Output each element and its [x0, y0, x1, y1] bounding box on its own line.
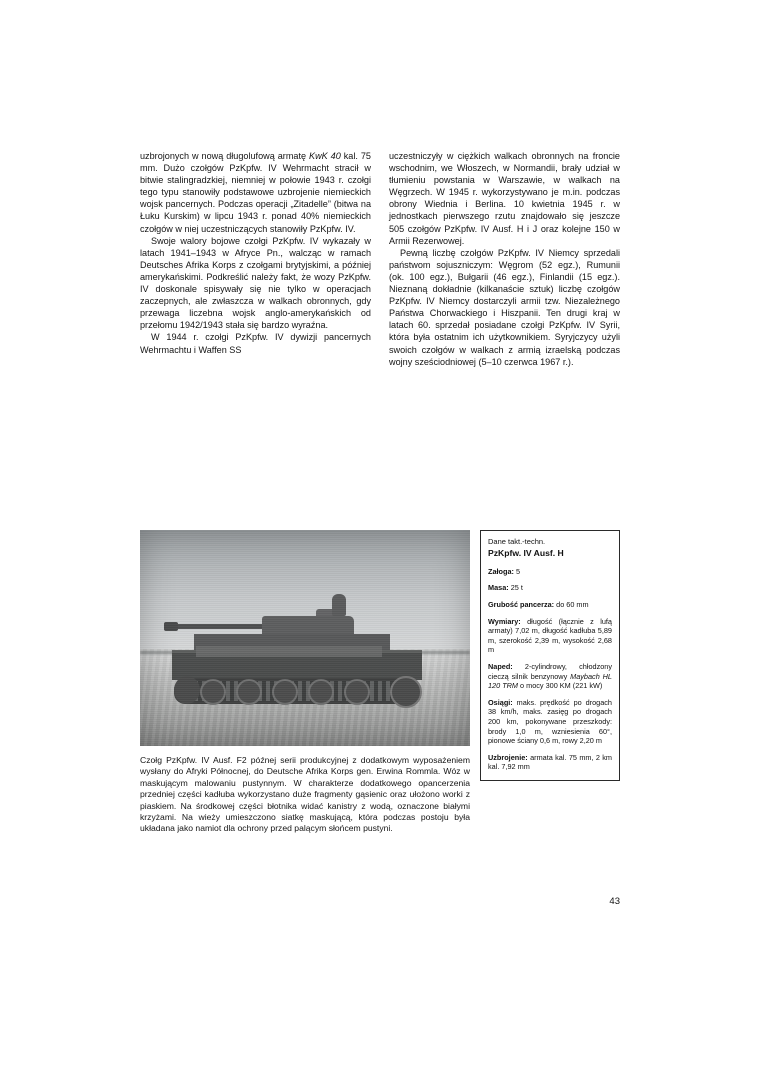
column-left: [140, 150, 371, 368]
tech-data-label: Uzbrojenie:: [488, 752, 528, 762]
tank-silhouette: [166, 616, 434, 720]
tech-data-title: Dane takt.-techn.: [488, 537, 546, 546]
photo-wrapper: [140, 530, 470, 835]
paragraph: Pewną liczbę czołgów PzKpfw. IV Niemcy sprzedali państwom sojuszniczym: Węgrom (52 egz.), Rumunii (ok. 100 egz.), Bułgarii (46 egz.), Finlandii (15 egz.). Nieznaną dokładnie (kilkanaście sztuk) liczbę czołgów PzKpfw. IV Niemcy dostarczyli armii tzw. Niezależnego Państwa Chorwackiego i Hiszpanii. Ten drugi kraj w latach 60. sprzedał posiadane czołgi PzKpfw. IV Syrii, która była ostatnim ich użytkownikiem. Syryjczycy użyli swoich czołgów w walkach z armią izraelską podczas wojny sześciodniowej (5–10 czerwca 1967 r.).: [389, 247, 620, 367]
tech-data-value: 2-cylindrowy, chłodzony cieczą silnik benzynowy Maybach HL 120 TRM o mocy 300 KM (221 kW): [488, 661, 612, 691]
tech-data-label: Grubość pancerza:: [488, 599, 555, 609]
tech-data-box: [480, 530, 620, 781]
paragraph: Swoje walory bojowe czołgi PzKpfw. IV wykazały w latach 1941–1943 w Afryce Pn., walcząc w ramach Deutsches Afrika Korps z czołgami brytyjskimi, a później amerykańskimi. Podkreślić należy fakt, że wozy PzKpfw. IV doskonale spisywały się nie tylko w operacjach zaczepnych, ale zwłaszcza w walkach obronnych, gdy przewaga liczebna wojsk anglo-amerykańskich od przełomu 1942/1943 stała się bardzo wyraźna.: [140, 235, 371, 331]
tech-data-row: [488, 698, 612, 746]
paragraph: uzbrojonych w nową długolufową armatę KwK 40 kal. 75 mm. Dużo czołgów PzKpfw. IV Wehrmacht stracił w bitwie stalingradzkiej, niemniej w połowie 1943 r. czołgi tego typu stanowiły podstawowe uzbrojenie niemieckich wojsk pancernych. Podczas operacji „Zitadelle” (bitwa na Łuku Kurskim) w lipcu 1943 r. ponad 40% niemieckich czołgów w niej uczestniczących stanowiły PzKpfw. IV.: [140, 151, 371, 234]
tech-data-label: Załoga:: [488, 566, 514, 576]
tech-data-value: 25 t: [508, 583, 523, 593]
tech-data-row: [488, 662, 612, 691]
tech-data-rows: [488, 567, 612, 772]
tech-data-value: długość (łącznie z lufą armaty) 7,02 m, długość kadłuba 5,89 m, szerokość 2,39 m, wysokość 2,68 m: [488, 616, 612, 655]
tech-data-row: [488, 600, 612, 610]
tech-data-value: do 60 mm: [554, 599, 589, 609]
tech-data-row: [488, 753, 612, 772]
tech-data-value: maks. prędkość po drogach 38 km/h, maks. zasięg po drogach 200 km, pokonywane przeszkody: brody 1,0 m, wzniesienia 60°, pionowe ściany 0,6 m, rowy 2,20 m: [488, 697, 612, 746]
text-columns: [140, 150, 620, 368]
tech-data-row: [488, 617, 612, 655]
tech-data-model: PzKpfw. IV Ausf. H: [488, 547, 564, 558]
page-number: 43: [609, 896, 620, 907]
tank-photo: [140, 530, 470, 746]
article-body: [140, 150, 620, 368]
road-wheel: [200, 679, 226, 705]
road-wheel: [308, 679, 334, 705]
tech-data-label: Wymiary:: [488, 616, 521, 626]
crew-figure: [332, 594, 346, 616]
paragraph: W 1944 r. czołgi PzKpfw. IV dywizji pancernych Wehrmachtu i Waffen SS: [140, 332, 371, 355]
tech-data-row: [488, 567, 612, 577]
paragraph: uczestniczyły w ciężkich walkach obronnych na froncie wschodnim, we Włoszech, w Normandii, brały udział w tłumieniu powstania w Warszawie, w walkach na Węgrzech. W 1945 r. wykorzystywano je m.in. podczas obrony Wiednia i Berlina. 10 kwietnia 1945 r. w jednostkach pierwszego rzutu znajdowało się jeszcze 505 czołgów PzKpfw. IV Ausf. H i J oraz kolejne 150 w Armii Rezerwowej.: [389, 151, 620, 246]
gun-barrel: [176, 624, 268, 629]
road-wheel: [236, 679, 262, 705]
road-wheel: [272, 679, 298, 705]
tech-data-value: armata kal. 75 mm, 2 km kal. 7,92 mm: [488, 752, 612, 772]
idler-wheel: [390, 676, 422, 708]
tech-data-value: 5: [513, 566, 521, 576]
drive-sprocket: [174, 676, 200, 704]
figure-caption: Czołg PzKpfw. IV Ausf. F2 późnej serii produkcyjnej z dodatkowym wyposażeniem wysłany do Afryki Północnej, do Deutsche Afrika Korps gen. Erwina Rommla. Wóz w maskującym malowaniu pustynnym. W charakterze dodatkowego opancerzenia przedniej części kadłuba wykorzystano duże fragmenty gąsienic oraz ułożono worki z piaskiem. Na środkowej części błotnika widać kanistry z wodą, oznaczone białymi krzyżami. Na wieży umieszczono siatkę maskującą, która podczas postoju była układana jako namiot dla ochrony przed palącym słońcem pustyni.: [140, 755, 470, 834]
side-skirt: [196, 646, 382, 657]
tech-data-label: Naped:: [488, 661, 513, 671]
tech-data-label: Masa:: [488, 583, 509, 593]
road-wheel: [344, 679, 370, 705]
tech-data-label: Osiągi:: [488, 697, 513, 707]
column-right: [389, 150, 620, 368]
tech-data-row: [488, 583, 612, 593]
figure-block: [140, 530, 620, 835]
